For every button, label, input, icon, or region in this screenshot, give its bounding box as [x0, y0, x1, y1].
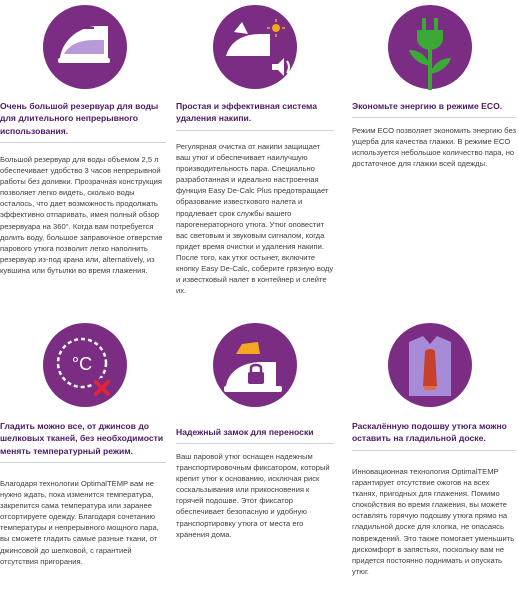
- no-temperature-setting-icon: [42, 322, 128, 408]
- eco-plug-icon: [387, 4, 473, 90]
- feature-title-descaling: Простая и эффективная система удаления накипи.: [176, 100, 334, 131]
- feature-title-safe-soleplate: Раскалённую подошву утюга можно оставить на гладильной доске.: [352, 420, 516, 451]
- svg-text:°C: °C: [71, 354, 93, 374]
- hot-soleplate-shirt-icon: [387, 322, 473, 408]
- feature-desc-safe-soleplate: Инновационная технология OptimalTEMP гарантирует отсутствие ожогов на всех тканях, пригодных для глажения. Помимо спокойствия во время глажения, вы можете оставлять горячую подошву утюга прямо на гладильной доске для хлопка, не опасаясь повреждений. Это также помогает уменьшить дискомфорт в запястьях, поскольку вам не придется постоянно поднимать и опускать утюг.: [352, 467, 515, 576]
- iron-water-tank-icon: [42, 4, 128, 90]
- feature-desc-water-tank: Большой резервуар для воды объемом 2,5 л обеспечивает удобство 3 часов непрерывной работы без доливки. Прозрачная конструкция позволяет легко видеть, сколько воды осталось, что дает возможность продолжать эффективно отпаривать, имея полный обзор резервуара на 360°. Когда вам потребуется долить воду, большое заправочное отверстие парового утюга позволит легко наполнить резервуар из-под крана или, alternatively, из кувшина или бутылки во время глажения.: [0, 155, 163, 275]
- carry-lock-icon: [212, 322, 298, 408]
- feature-desc-eco: Режим ECO позволяет экономить энергию без ущерба для качества глажки. В режиме ECO используется небольшое количество пара, но достаточное для глажки всей одежды.: [352, 126, 516, 169]
- feature-title-water-tank: Очень большой резервуар для воды для длительного непрерывного использования.: [0, 100, 166, 143]
- feature-title-optimal-temp: Гладить можно все, от джинсов до шелковых тканей, без необходимости менять температурный режим.: [0, 420, 166, 463]
- feature-desc-optimal-temp: Благодаря технологии OptimalTEMP вам не нужно ждать, пока изменится температура, закрепится сама температура или заранее отсортируете одежду. Благодаря сочетанию температуры и непрерывного мощного пара, вы сможете гладить самые разные ткани, от джинсовой до шелковой, с гарантией отсутствия пригорания.: [0, 479, 159, 566]
- descaling-alert-icon: [212, 4, 298, 90]
- feature-title-carry-lock: Надежный замок для переноски: [176, 426, 334, 444]
- feature-desc-carry-lock: Ваш паровой утюг оснащен надежным транспортировочным фиксатором, который крепит утюг к основанию, исключая риск соскальзывания или прикосновения к горячей подошве. Этот фиксатор обеспечивает безопасную и удобную транспортировку утюга от места его хранения дома.: [176, 452, 330, 539]
- feature-desc-descaling: Регулярная очистка от накипи защищает ваш утюг и обеспечивает наилучшую производительность пара. Специально разработанная и идеально настроенная функция Easy De-Calc Plus предотвращает образование известкового налета и продлевает срок службы вашего парогенераторного утюга. Утюг оповестит вас световым и звуковым сигналом, когда придет время очистки и удаления накипи. После того, как утюг остынет, включите кнопку Easy De-Calc, соберите грязную воду и известковый налет в контейнер и слейте их.: [176, 142, 334, 296]
- feature-title-eco: Экономьте энергию в режиме ECO.: [352, 100, 516, 118]
